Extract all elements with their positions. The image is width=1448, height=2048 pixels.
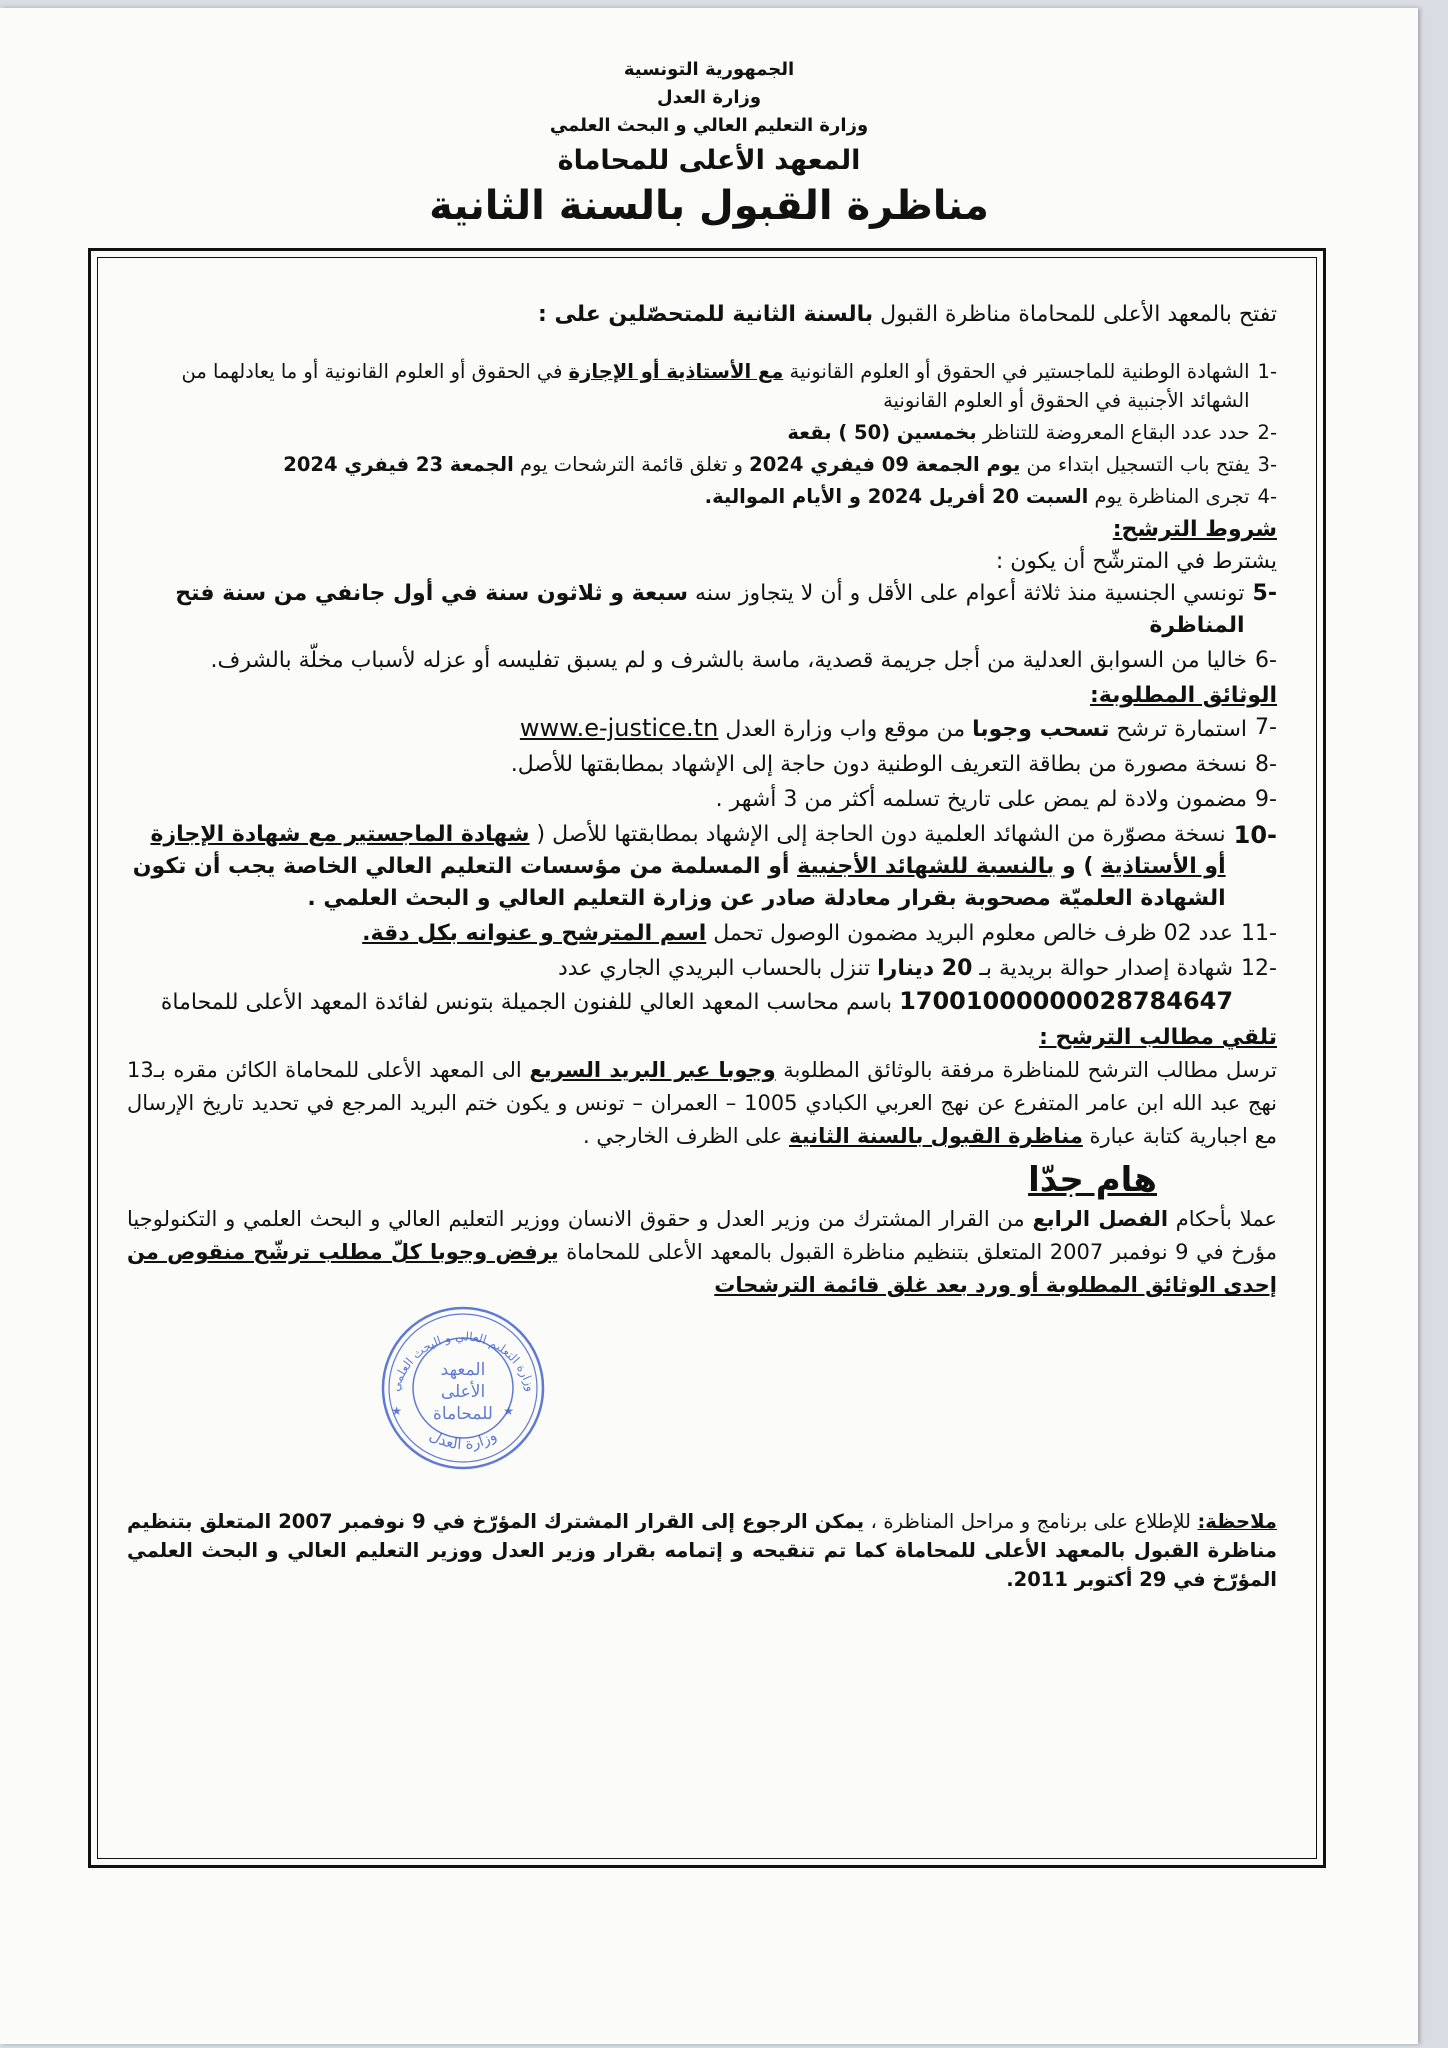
item-number: -10 <box>1233 821 1277 849</box>
document-title: مناظرة القبول بالسنة الثانية <box>429 183 989 229</box>
official-stamp <box>378 1303 548 1473</box>
item-number: -4 <box>1257 485 1277 508</box>
list-item: -7 استمارة ترشح تسحب وجوبا من موقع واب وزارة العدل www.e-justice.tn <box>127 712 1277 746</box>
list-item: -4 تجرى المناظرة يوم السبت 20 أفريل 2024 و الأيام الموالية. <box>127 482 1277 511</box>
item-number: -3 <box>1257 453 1277 476</box>
document-page <box>0 8 1418 2044</box>
note-text: ملاحظة: للإطلاع على برنامج و مراحل المناظرة ، يمكن الرجوع إلى القرار المشترك المؤرّخ في 9 نوفمبر 2007 المتعلق بتنظيم مناظرة القبول بالمعهد الأعلى للمحاماة كما تم تنقيحه و إتمامه بقرار وزير العدل ووزير التعليم العالي و البحث العلمي المؤرّخ في 29 أكتوبر 2011. <box>127 1510 1277 1591</box>
important-heading: هام جدّا <box>1028 1160 1157 1200</box>
submission-text: ترسل مطالب الترشح للمناظرة مرفقة بالوثائق المطلوبة وجوبا عبر البريد السريع الى المعهد الأعلى للمحاماة الكائن مقره بـ13 نهج عبد الله ابن عامر المتفرع عن نهج العربي الكبادي 1005 – العمران – تونس و يكون ختم البريد المرجع في تحديد تاريخ الإرسال مع اجبارية كتابة عبارة مناظرة القبول بالسنة الثانية على الظرف الخارجي . <box>127 1058 1277 1148</box>
stamp-outer-text: وزارة التعليم العالي و البحث العلمي <box>387 1329 539 1393</box>
documents-heading: الوثائق المطلوبة: <box>1089 683 1277 708</box>
content-frame <box>88 248 1326 1868</box>
list-item: -3 يفتح باب التسجيل ابتداء من يوم الجمعة 09 فيفري 2024 و تغلق قائمة الترشحات يوم الجمعة 23 فيفري 2024 <box>127 450 1277 479</box>
list-item: -1 الشهادة الوطنية للماجستير في الحقوق أو العلوم القانونية مع الأستاذية أو الإجازة في الحقوق أو العلوم القانونية أو ما يعادلهما من الشهائد الأجنبية في الحقوق أو العلوم القانونية <box>127 357 1277 415</box>
list-item: -11 عدد 02 ظرف خالص معلوم البريد مضمون الوصول تحمل اسم المترشح و عنوانه بكل دقة. <box>127 918 1277 950</box>
list-item: -9 مضمون ولادة لم يمض على تاريخ تسلمه أكثر من 3 أشهر . <box>127 784 1277 816</box>
item-number: -5 <box>1252 581 1277 606</box>
ministry-justice: وزارة العدل <box>656 87 762 108</box>
conditions-lead: يشترط في المترشّح أن يكون : <box>995 549 1277 574</box>
important-text: عملا بأحكام الفصل الرابع من القرار المشترك من وزير العدل و حقوق الانسان ووزير التعليم العالي و البحث العلمي و التكنولوجيا مؤرخ في 9 نوفمبر 2007 المتعلق بتنظيم مناظرة القبول بالمعهد الأعلى للمحاماة يرفض وجوبا كلّ مطلب ترشّح منقوص من إحدى الوثائق المطلوبة أو ورد بعد غلق قائمة الترشحات <box>127 1207 1277 1297</box>
svg-text:★: ★ <box>391 1404 402 1418</box>
item-number: -8 <box>1255 752 1277 777</box>
institute-name: المعهد الأعلى للمحاماة <box>557 145 861 176</box>
item-number: -12 <box>1241 956 1277 981</box>
ministry-higher-education: وزارة التعليم العالي و البحث العلمي <box>549 115 869 136</box>
list-item: -2 حدد عدد البقاع المعروضة للتناظر بخمسين (50 ) بقعة <box>127 418 1277 447</box>
list-item: -12 شهادة إصدار حوالة بريدية بـ 20 دينارا تنزل بالحساب البريدي الجاري عدد 17001000000028784647 باسم محاسب المعهد العالي للفنون الجميلة بتونس لفائدة المعهد الأعلى للمحاماة <box>127 953 1277 1019</box>
stamp-center-line: الأعلى <box>440 1382 486 1402</box>
item-number: -2 <box>1257 421 1277 444</box>
item-number: -1 <box>1257 360 1277 383</box>
document-header <box>0 56 1418 232</box>
conditions-heading: شروط الترشح: <box>1112 517 1277 542</box>
item-number: -7 <box>1255 715 1277 740</box>
list-item: -6 خاليا من السوابق العدلية من أجل جريمة قصدية، ماسة بالشرف و لم يسبق تفليسه أو عزله لأسباب مخلّة بالشرف. <box>127 645 1277 677</box>
svg-text:★: ★ <box>503 1404 514 1418</box>
stamp-bottom-text: وزارة العدل <box>426 1426 500 1454</box>
submission-heading: تلقي مطالب الترشح : <box>1039 1025 1277 1050</box>
announcement-body <box>127 299 1277 1594</box>
stamp-center-line: المعهد <box>440 1360 486 1380</box>
intro-text: تفتح بالمعهد الأعلى للمحاماة مناظرة القبول بالسنة الثانية للمتحصّلين على : <box>538 302 1277 327</box>
republic-name: الجمهورية التونسية <box>623 59 795 80</box>
postal-account-number: 17001000000028784647 <box>899 987 1234 1015</box>
list-item: -5 تونسي الجنسية منذ ثلاثة أعوام على الأقل و أن لا يتجاوز سنه سبعة و ثلاثون سنة في أول جانفي من سنة فتح المناظرة <box>127 578 1277 642</box>
ministry-website-link[interactable]: www.e-justice.tn <box>519 714 719 742</box>
stamp-spacer <box>127 1302 1277 1507</box>
item-number: -9 <box>1255 787 1277 812</box>
item-number: -11 <box>1241 921 1277 946</box>
item-number: -6 <box>1255 648 1277 673</box>
list-item: -10 نسخة مصوّرة من الشهائد العلمية دون الحاجة إلى الإشهاد بمطابقتها للأصل ( شهادة الماجستير مع شهادة الإجازة أو الأستاذية ) و بالنسبة للشهائد الأجنبية أو المسلمة من مؤسسات التعليم العالي الخاصة يجب أن تكون الشهادة العلميّة مصحوبة بقرار معادلة صادر عن وزارة التعليم العالي و البحث العلمي . <box>127 819 1277 915</box>
stamp-center-line: للمحاماة <box>433 1404 493 1424</box>
list-item: -8 نسخة مصورة من بطاقة التعريف الوطنية دون حاجة إلى الإشهاد بمطابقتها للأصل. <box>127 749 1277 781</box>
